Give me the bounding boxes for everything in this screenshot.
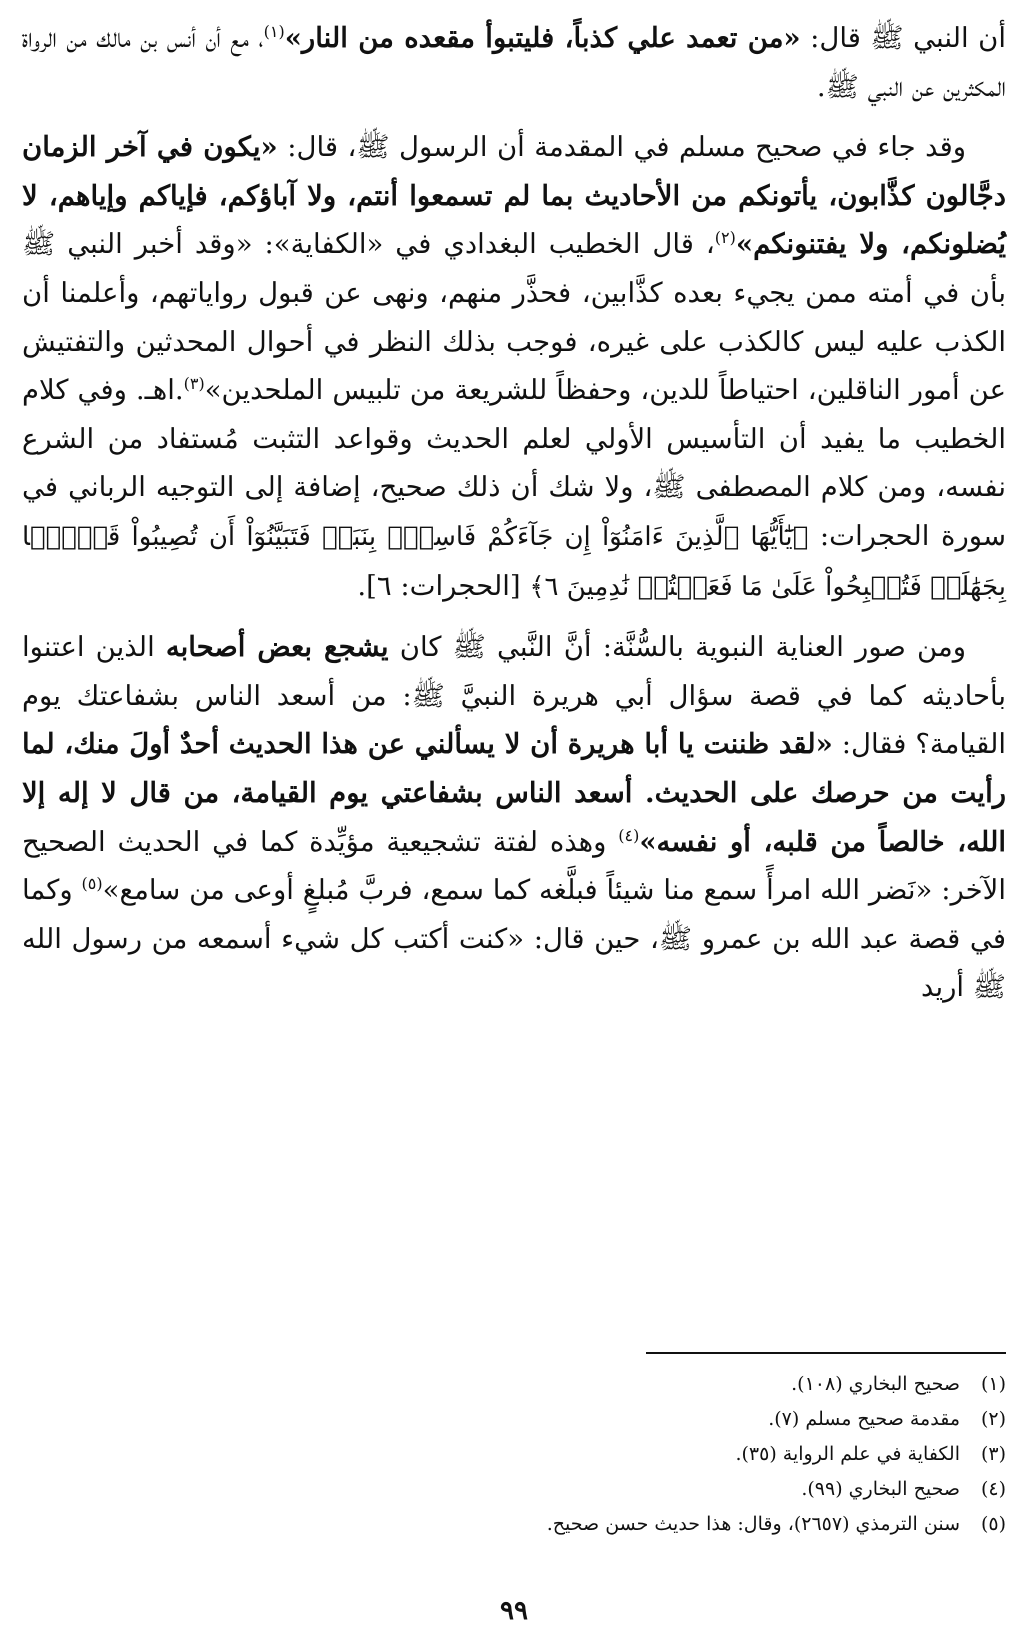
footnote-text: مقدمة صحيح مسلم (٧). [768, 1408, 960, 1430]
bold-text-run: يشجع بعض أصحابه [165, 631, 389, 664]
footnote-text: صحيح البخاري (١٠٨). [791, 1373, 960, 1395]
footnote-marker: (١) [263, 21, 285, 41]
footnote [22, 1367, 1006, 1402]
footnote-text: الكفاية في علم الرواية (٣٥). [735, 1443, 960, 1465]
footnote-marker: (٢) [714, 228, 736, 248]
text-run: أن النبي ﷺ قال: [800, 22, 1006, 54]
footnote-number: (٥) [980, 1513, 1006, 1535]
footnote-marker: (٤) [618, 825, 640, 845]
text-run: وهذه لفتة تشجيعية مؤيِّدة كما في الحديث الصحيح الآخر: «نَضر الله امرأً سمع منا شيئاً فبلَّغه كما سمع، فربَّ مُبلغٍ أوعى من سامع» [22, 825, 1006, 907]
paragraph [22, 623, 1006, 1012]
text-run: وكما في قصة عبد الله بن عمرو ﷺ، حين قال: «كنت أكتب كل شيء أسمعه من رسول الله ﷺ أريد [22, 874, 1006, 1004]
footnote-text: سنن الترمذي (٢٦٥٧)، وقال: هذا حديث حسن صحيح. [546, 1513, 960, 1535]
text-run: ومن صور العناية النبوية بالسُّنَّة: أنَّ النَّبي ﷺ كان [388, 631, 966, 664]
text-run: .اهـ. وفي كلام الخطيب ما يفيد أن التأسيس الأولي لعلم الحديث وقواعد التثبت مُستفاد من الشرع نفسه، ومن كلام المصطفى ﷺ، ولا شك أن ذلك صحيح، إضافة إلى التوجيه الرباني في سورة الحجرات: [22, 374, 1006, 552]
text-run: ، مع أن أنس بن مالك من الرواة المكثرين عن النبي ﷺ. [22, 22, 1006, 103]
footnote-number: (٤) [980, 1478, 1006, 1500]
text-run: وقد جاء في صحيح مسلم في المقدمة أن الرسول ﷺ، قال: [277, 131, 966, 164]
body-text [22, 14, 1006, 1012]
bold-text-run: «لقد ظننت يا أبا هريرة أن لا يسألني عن هذا الحديث أحدٌ أولَ منك، لما رأيت من حرصك على الحديث. أسعد الناس بشفاعتي يوم القيامة، من قال لا إله إلا الله، خالصاً من قلبه، أو نفسه» [22, 728, 1006, 858]
footnote [22, 1402, 1006, 1437]
bold-text-run: «من تعمد علي كذباً، فليتبوأ مقعده من النار» [284, 22, 801, 54]
bold-text-run: «يكون في آخر الزمان دجَّالون كذَّابون، يأتونكم من الأحاديث بما لم تسمعوا أنتم، ولا آباؤكم، فإياكم وإياهم، لا يُضلونكم، ولا يفتنونكم» [22, 131, 1007, 261]
footnotes-list [22, 1367, 1006, 1542]
text-run: ، قال الخطيب البغدادي في «الكفاية»: «وقد أخبر النبي ﷺ بأن في أمته ممن يجيء بعده كذَّابين، فحذَّر منهم، ونهى عن قبول رواياتهم، وأعلمنا أن الكذب عليه ليس كالكذب على غيره، فوجب بذلك النظر في أحوال المحدثين والتفتيش عن أمور الناقلين، احتياطاً للدين، وحفظاً للشريعة من تلبيس الملحدين» [22, 228, 1006, 407]
footnote [22, 1472, 1006, 1507]
footnote-number: (١) [980, 1373, 1006, 1395]
footnote [22, 1507, 1006, 1542]
text-run: الذين اعتنوا بأحاديثه كما في قصة سؤال أبي هريرة النبيَّ ﷺ: من أسعد الناس بشفاعتك يوم القيامة؟ فقال: [22, 631, 1007, 761]
footnote-number: (٢) [980, 1408, 1006, 1430]
quran-verse: ﴿يَٰٓأَيُّهَا ٱلَّذِينَ ءَامَنُوٓاْ إِن جَآءَكُمْ فَاسِقُۢ بِنَبَإٖ فَتَبَيَّنُوٓاْ أَن تُصِيبُواْ قَوۡمَۢا بِجَهَٰلَةٖ فَتُصۡبِحُواْ عَلَىٰ مَا فَعَلۡتُمۡ نَٰدِمِينَ ٦﴾ [22, 521, 1006, 602]
footnote-text: صحيح البخاري (٩٩). [801, 1478, 960, 1500]
footnote-separator [646, 1352, 1006, 1354]
text-run: [الحجرات: ٦]. [357, 569, 530, 602]
footnote-marker: (٣) [183, 374, 205, 393]
paragraph [22, 14, 1006, 111]
paragraph [22, 123, 1006, 611]
footnote [22, 1437, 1006, 1472]
document-page [22, 0, 1006, 1646]
footnote-number: (٣) [980, 1443, 1006, 1465]
footnote-marker: (٥) [81, 873, 103, 893]
page-number: ٩٩ [500, 1596, 528, 1626]
